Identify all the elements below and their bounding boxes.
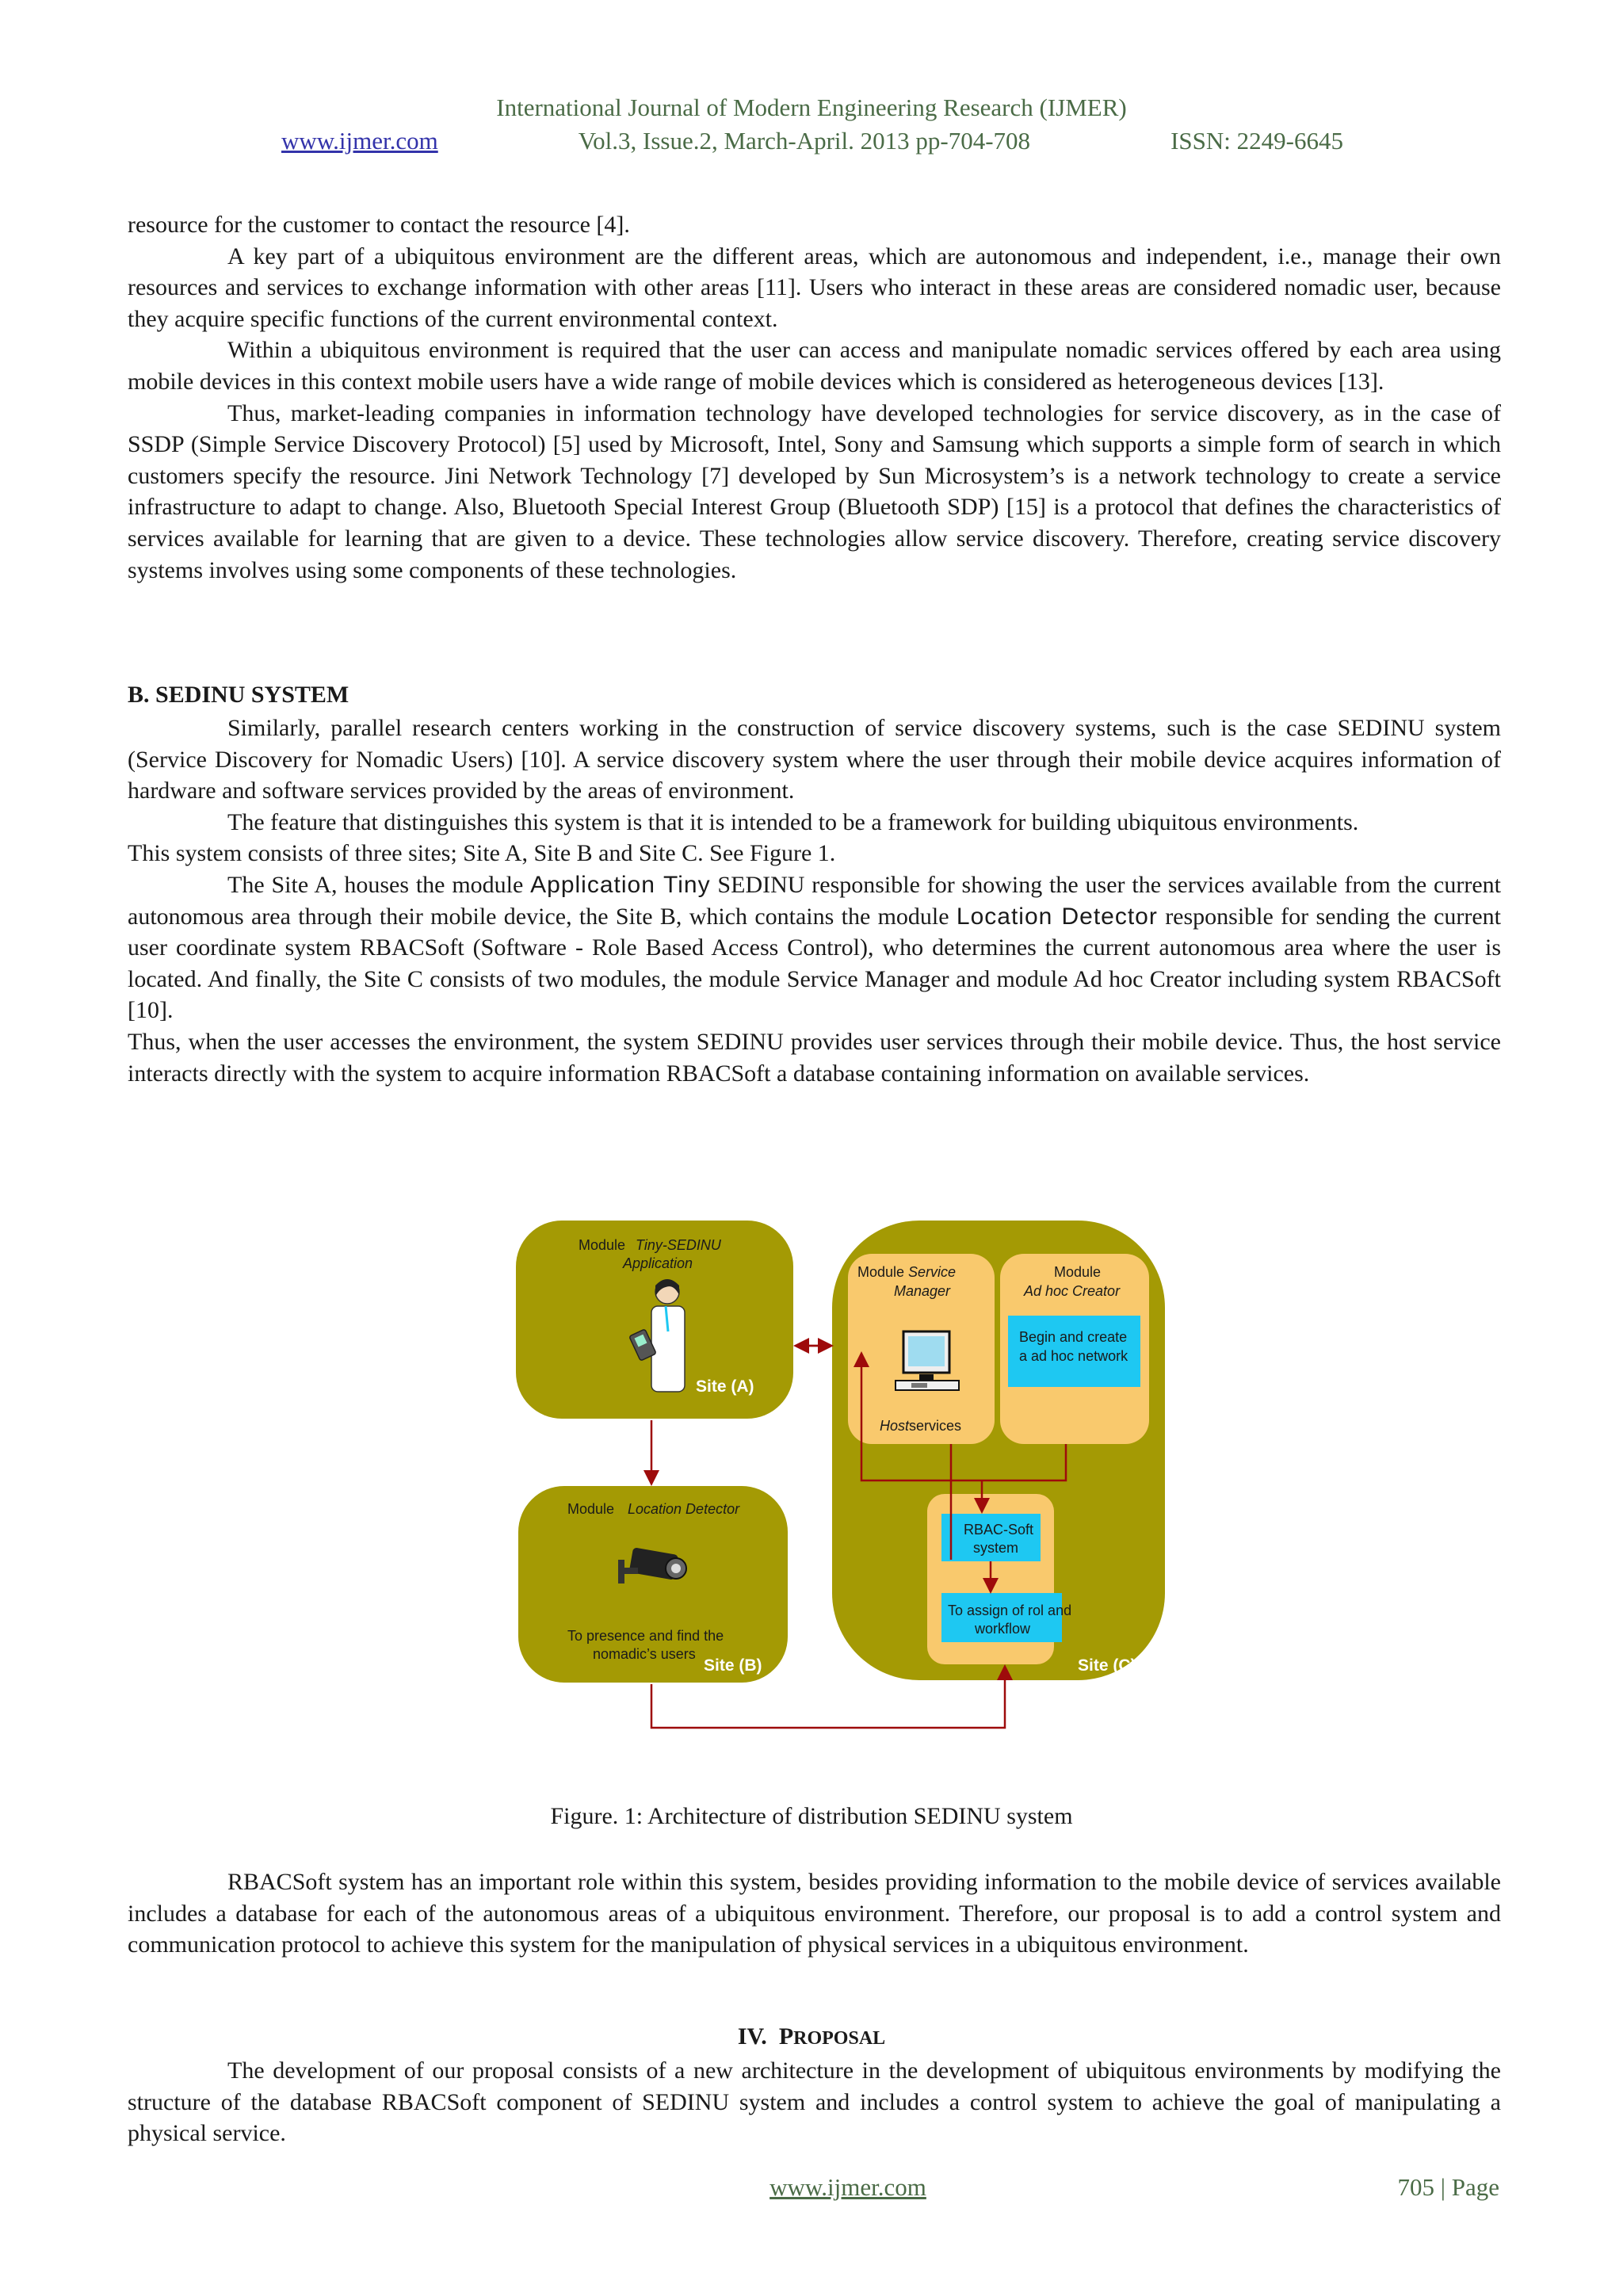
- section-b-heading: B. SEDINU SYSTEM: [128, 682, 349, 708]
- rbac-label-2: system: [973, 1540, 1019, 1556]
- paragraph: RBACSoft system has an important role within this system, besides providing information to the mobile device of services available includes a database for each of the autonomous areas of a ubiquitous environment. Therefore, our proposal is to add a control system and communication protocol to achieve this system for the manipulation of physical services in a ubiquitous environment.: [128, 1869, 1501, 1958]
- paragraph: Thus, market-leading companies in information technology have developed technologies for service discovery, as in the case of SSDP (Simple Service Discovery Protocol) [5] used by Microsoft, Intel, Sony and Samsung which supports a simple form of search in which customers specify the resource. Jini Network Technology [7] developed by Sun Microsystem’s is a network technology to create a service infrastructure to adapt to change. Also, Bluetooth Special Interest Group (Bluetooth SDP) [15] is a protocol that defines the characteristics of services available for learning that are given to a device. These technologies allow service discovery. Therefore, creating service discovery systems involves using some components of these technologies.: [128, 399, 1501, 583]
- module-name-app: Application Tiny: [530, 871, 711, 898]
- service-manager-label-1b: Service: [908, 1264, 957, 1280]
- site-a-module-name2: Application: [623, 1255, 693, 1271]
- text-run: responsible for sending the current user coordinate system RBACSoft (Software - Role Based Access Control), who determines the current autonomous area where the user is located. And finally, the Site C consists of two modules, the module Service Manager and module Ad hoc Creator including system RBACSoft [10].: [128, 903, 1502, 1024]
- paragraph: [128, 869, 1501, 1026]
- rbac-label-1: RBAC-Soft: [964, 1522, 1034, 1538]
- section-iv-heading: [0, 2023, 1623, 2050]
- section-iv-text: [128, 2055, 1501, 2149]
- paragraph: Thus, when the user accesses the environment, the system SEDINU provides user services through their mobile device. Thus, the host service interacts directly with the system to acquire information RBACSoft a database containing information on available services.: [128, 1028, 1501, 1087]
- header-url-link[interactable]: www.ijmer.com: [281, 127, 438, 155]
- adhoc-label-1: Module: [1054, 1264, 1102, 1280]
- after-figure-text: [128, 1866, 1501, 1961]
- host-label-2: services: [909, 1418, 962, 1434]
- site-b-desc1: To presence and find the: [567, 1628, 724, 1644]
- paragraph: Similarly, parallel research centers working in the construction of service discovery systems, such is the case SEDINU system (Service Discovery for Nomadic Users) [10]. A service discovery system where the user through their mobile device acquires information of hardware and software services provided by the areas of environment.: [128, 715, 1501, 804]
- adhoc-box-2: a ad hoc network: [1019, 1348, 1128, 1364]
- service-manager-label-1: Module: [857, 1264, 905, 1280]
- footer-url-link[interactable]: www.ijmer.com: [769, 2173, 926, 2201]
- section-iv-num: IV.: [737, 2023, 767, 2050]
- computer-icon: [896, 1331, 959, 1390]
- section-b-text: [128, 712, 1501, 1089]
- paragraph: A key part of a ubiquitous environment are the different areas, which are autonomous and independent, i.e., manage their own resources and services to exchange information with other areas [11]. Users who interact in these areas are considered nomadic user, because they acquire specific functions of the current environmental context.: [128, 243, 1501, 332]
- section-iv-rest: ROPOSAL: [793, 2028, 886, 2049]
- architecture-diagram: [507, 1213, 1173, 1752]
- service-manager-label-2: Manager: [894, 1283, 951, 1299]
- assign-label-2: workflow: [975, 1621, 1031, 1637]
- site-c-label: Site (C): [1078, 1656, 1136, 1675]
- text-run: The Site A, houses the module: [227, 871, 531, 898]
- journal-title: International Journal of Modern Engineering Research (IJMER): [496, 94, 1127, 121]
- paragraph: resource for the customer to contact the resource [4].: [128, 212, 630, 238]
- section-iv-first-letter: P: [778, 2023, 794, 2050]
- paragraph: The feature that distinguishes this system is that it is intended to be a framework for building ubiquitous environments.: [227, 808, 1359, 835]
- intro-text: [128, 209, 1501, 586]
- host-label-1: Host: [880, 1418, 910, 1434]
- site-a-label: Site (A): [696, 1377, 754, 1396]
- site-b-label: Site (B): [704, 1656, 762, 1675]
- header-issn: ISSN: 2249-6645: [1170, 127, 1343, 155]
- paragraph: The development of our proposal consists of a new architecture in the development of ubiquitous environments by modifying the structure of the database RBACSoft component of SEDINU system and includes a control system to achieve the goal of manipulating a physical service.: [128, 2057, 1501, 2147]
- site-b-module-label: Module: [567, 1501, 615, 1517]
- text-run: SEDINU responsible for showing the user the services available from the current autonomous area through their mobile device, the Site B, which contains the module: [128, 871, 1501, 930]
- site-b-desc2: nomadic’s users: [593, 1646, 696, 1662]
- adhoc-label-2: Ad hoc Creator: [1024, 1283, 1121, 1299]
- host-services-label: [880, 1418, 961, 1434]
- paragraph: This system consists of three sites; Site A, Site B and Site C. See Figure 1.: [128, 840, 836, 867]
- module-name-location: Location Detector: [956, 903, 1158, 930]
- figure-caption: Figure. 1: Architecture of distribution SEDINU system: [550, 1803, 1073, 1829]
- header-volume: Vol.3, Issue.2, March-April. 2013 pp-704-708: [578, 127, 1031, 155]
- site-a-module-name: Tiny-SEDINU: [636, 1237, 721, 1253]
- footer-page-number: 705 | Page: [1397, 2173, 1499, 2201]
- site-b-module-name: Location Detector: [628, 1501, 740, 1517]
- paragraph: Within a ubiquitous environment is required that the user can access and manipulate nomadic services offered by each area using mobile devices in this context mobile users have a wide range of mobile devices which is considered as heterogeneous devices [13].: [128, 337, 1501, 395]
- header-meta: [281, 127, 1343, 155]
- assign-label-1: To assign of rol and: [948, 1603, 1072, 1618]
- adhoc-box-1: Begin and create: [1019, 1329, 1128, 1345]
- site-a-module-label: Module: [579, 1237, 626, 1253]
